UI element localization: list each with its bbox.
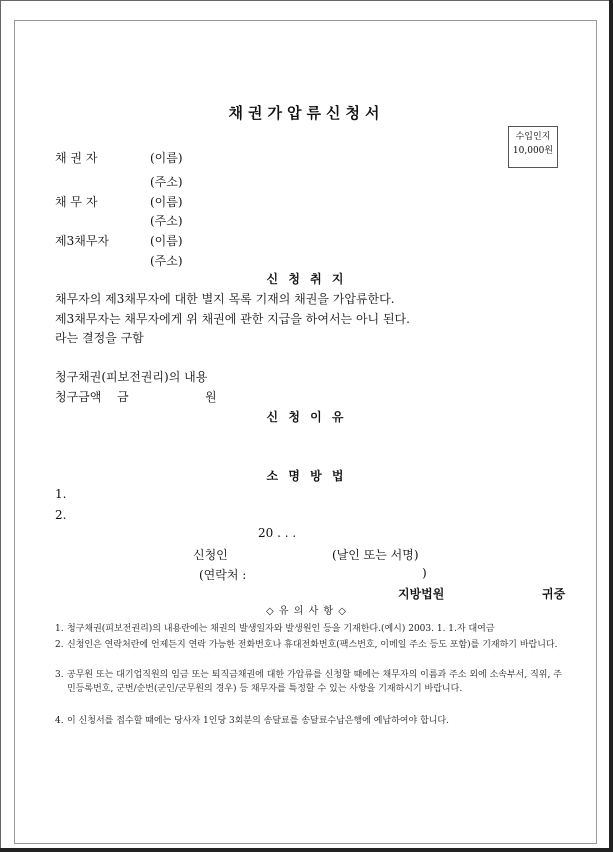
notice-item-text: 이 신청서를 접수할 때에는 당사자 1인당 3회분의 송달료를 송달료수납은행에 예납하여야 합니다. xyxy=(67,716,449,726)
claim-amount-label: 청구금액 xyxy=(55,390,102,404)
claim-content-label: 청구채권(피보전권리)의 내용 xyxy=(55,370,208,384)
notice-item-number: 1. xyxy=(55,624,64,634)
third-debtor-name-label: (이름) xyxy=(150,234,183,248)
reason-heading: 신 청 이 유 xyxy=(266,410,347,424)
third-debtor-address-label: (주소) xyxy=(150,254,183,268)
notice-item xyxy=(55,714,567,728)
notice-item-text: 공무원 또는 대기업직원의 임금 또는 퇴직금채권에 대한 가압류를 신청할 때에는 채무자의 이름과 주소 외에 소속부서, 직위, 주민등록번호, 군번/순번(군인/군무원의 경우) 등 채무자를 특정할 수 있는 사항을 기재하시기 바랍니다. xyxy=(67,670,562,694)
stamp-amount: 10,000원 xyxy=(512,146,554,156)
proof-item-2: 2. xyxy=(55,508,67,522)
court-label: 지방법원 xyxy=(398,587,445,601)
purpose-line-1: 채무자의 제3채무자에 대한 별지 목록 기재의 채권을 가압류한다. xyxy=(55,292,395,306)
notice-item-number: 4. xyxy=(55,716,64,726)
notice-heading: ◇ 유 의 사 항 ◇ xyxy=(266,606,347,617)
revenue-stamp-box xyxy=(508,126,558,168)
proof-heading: 소 명 방 법 xyxy=(266,469,347,483)
notice-item-number: 3. xyxy=(55,670,64,680)
notice-item xyxy=(55,638,567,652)
notice-item-number: 2. xyxy=(55,640,64,650)
creditor-address-label: (주소) xyxy=(150,175,183,189)
window-border-bottom xyxy=(0,848,613,852)
claim-amount-unit: 원 xyxy=(205,390,217,404)
contact-label: (연락처 : xyxy=(199,568,247,582)
window-border-left xyxy=(0,0,1,852)
purpose-line-2: 제3채무자는 채무자에게 위 채권에 관한 지급을 하여서는 아니 된다. xyxy=(55,312,410,326)
notice-item xyxy=(55,668,567,696)
notice-item-text: 청구채권(피보전권리)의 내용란에는 채권의 발생일자와 발생원인 등을 기재한다.(예시) 2003. 1. 1.자 대여금 xyxy=(67,624,495,634)
seal-label: (날인 또는 서명) xyxy=(332,548,419,562)
filing-date: 20 . . . xyxy=(258,526,297,540)
applicant-label: 신청인 xyxy=(193,548,228,562)
claim-amount-prefix: 금 xyxy=(117,390,129,404)
proof-item-1: 1. xyxy=(55,487,67,501)
stamp-label: 수입인지 xyxy=(515,132,551,142)
purpose-line-3: 라는 결정을 구함 xyxy=(55,331,144,345)
debtor-address-label: (주소) xyxy=(150,214,183,228)
contact-close: ) xyxy=(422,566,427,580)
third-debtor-label: 제3채무자 xyxy=(55,234,110,248)
addressee-label: 귀중 xyxy=(542,587,566,601)
notice-item-text: 신청인은 연락처란에 언제든지 연락 가능한 전화번호나 휴대전화번호(팩스번호, 이메일 주소 등도 포함)를 기재하기 바랍니다. xyxy=(67,640,558,650)
notice-item xyxy=(55,622,567,636)
purpose-heading: 신 청 취 지 xyxy=(266,272,347,286)
creditor-label: 채 권 자 xyxy=(55,151,98,165)
window-border-top xyxy=(0,0,611,1)
document-title: 채권가압류신청서 xyxy=(228,104,385,122)
window-border-right xyxy=(609,0,613,852)
creditor-name-label: (이름) xyxy=(150,151,183,165)
debtor-name-label: (이름) xyxy=(150,195,183,209)
debtor-label: 채 무 자 xyxy=(55,195,98,209)
